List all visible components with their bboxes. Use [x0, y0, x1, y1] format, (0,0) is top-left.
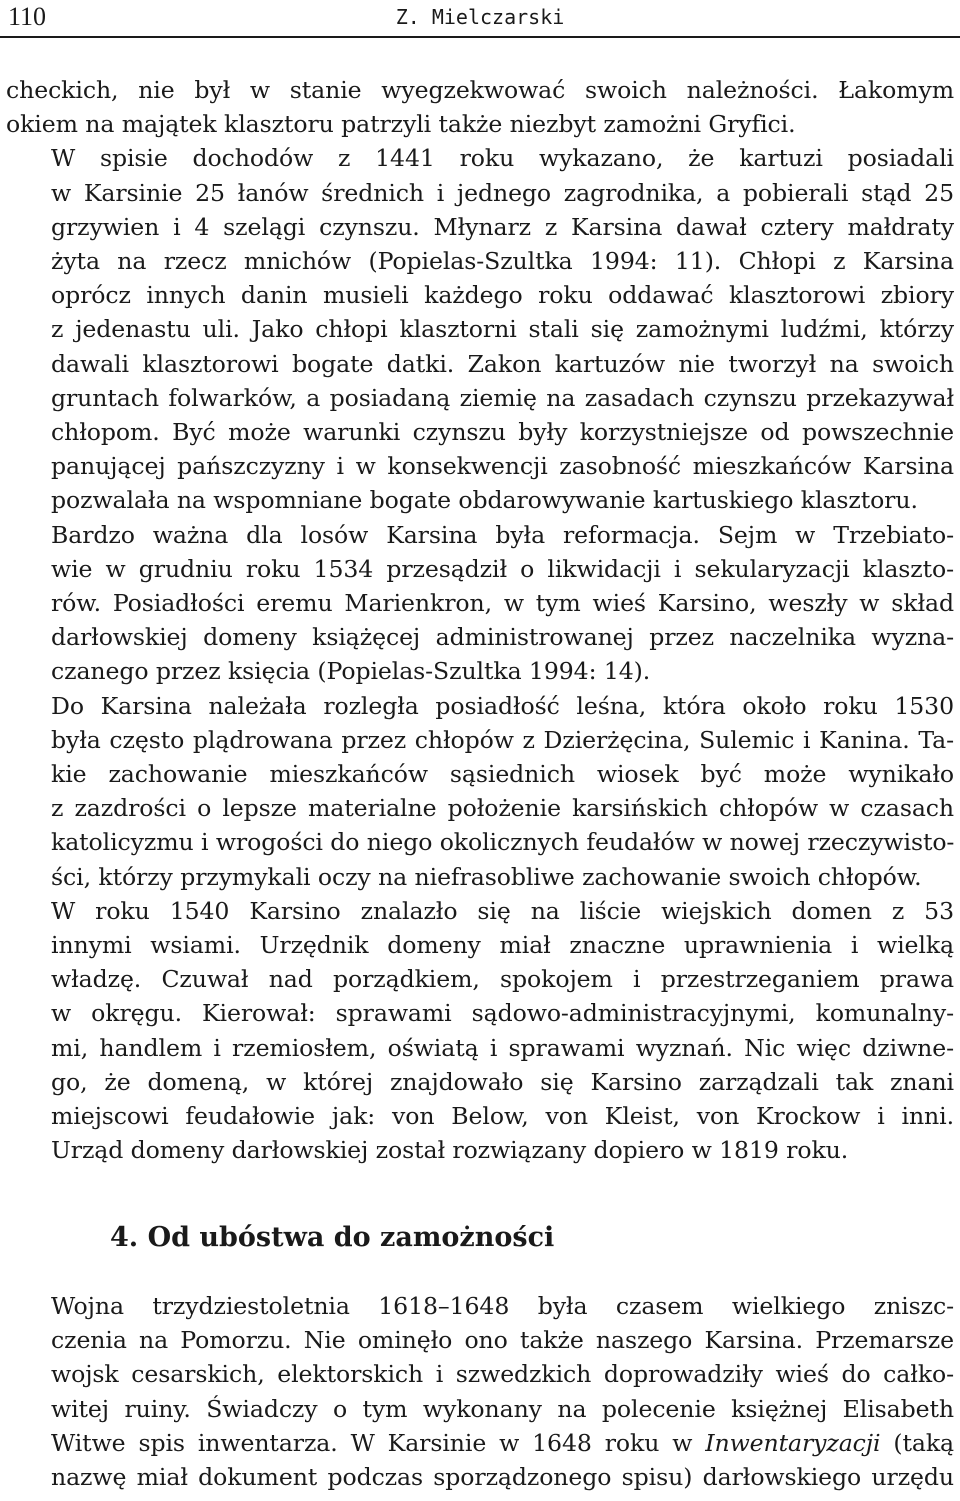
text-line: dawali klasztorowi bogate datki. Zakon kartuzów nie tworzył na swoich — [51, 349, 954, 378]
text-line: Do Karsina należała rozległa posiadłość leśna, która około roku 1530 — [51, 691, 954, 720]
text-line: wie w grudniu roku 1534 przesądził o likwidacji i sekularyzacji klaszto- — [51, 554, 954, 583]
text-line: W roku 1540 Karsino znalazło się na liście wiejskich domen z 53 — [51, 896, 954, 925]
paragraph — [6, 689, 954, 894]
text-line: pozwalała na wspomniane bogate obdarowywanie kartuskiego klasztoru. — [51, 486, 918, 515]
text-line: go, że domeną, w której znajdowało się Karsino zarządzali tak znani — [51, 1067, 954, 1096]
section-heading: 4. Od ubóstwa do zamożności — [110, 1222, 555, 1253]
italic-title: Inwentaryzacji — [705, 1428, 881, 1457]
text-line: darłowskiej domeny książęcej administrowanej przez naczelnika wyzna- — [51, 623, 954, 652]
page-number: 110 — [8, 2, 47, 31]
text-line: wojsk cesarskich, elektorskich i szwedzkich doprowadziły wieś do całko- — [51, 1360, 954, 1389]
body-text-block-1 — [6, 73, 954, 1168]
text-line: checkich, nie był w stanie wyegzekwować swoich należności. Łakomym — [6, 76, 954, 104]
text-line: katolicyzmu i wrogości do niego okolicznych feudałów w nowej rzeczywisto- — [51, 828, 955, 857]
text-line: witej ruiny. Świadczy o tym wykonany na polecenie księżnej Elisabeth — [51, 1394, 954, 1423]
paragraph — [6, 894, 954, 1168]
text-line: okiem na majątek klasztoru patrzyli także niezbyt zamożni Gryfici. — [6, 110, 796, 139]
text-line: była często plądrowana przez chłopów z Dzierżęcina, Sulemic i Kanina. Ta- — [51, 725, 954, 754]
text-line: z zazdrości o lepsze materialne położenie karsińskich chłopów w czasach — [51, 794, 954, 823]
text-line: oprócz innych danin musieli każdego roku oddawać klasztorowi zbiory — [51, 281, 954, 310]
text-line: W spisie dochodów z 1441 roku wykazano, że kartuzi posiadali — [51, 144, 954, 173]
text-line: Wojna trzydziestoletnia 1618–1648 była czasem wielkiego zniszc- — [51, 1292, 954, 1320]
text-line — [6, 1426, 954, 1460]
paragraph — [6, 73, 954, 141]
body-text-block-2 — [6, 1289, 954, 1494]
running-head — [0, 0, 960, 38]
text-line: żyta na rzecz mnichów (Popielas-Szultka 1994: 11). Chłopi z Karsina — [51, 247, 954, 276]
text-line: z jedenastu uli. Jako chłopi klasztorni stali się zamożnymi ludźmi, którzy — [51, 315, 954, 344]
paragraph — [6, 141, 954, 517]
header-rule — [0, 36, 960, 38]
text-line: gruntach folwarków, a posiadaną ziemię na zasadach czynszu przekazywał — [51, 383, 954, 412]
text-line: Urząd domeny darłowskiej został rozwiązany dopiero w 1819 roku. — [51, 1136, 849, 1165]
paragraph — [6, 518, 954, 689]
text-run: (taką — [880, 1428, 954, 1457]
text-line: nazwę miał dokument podczas sporządzonego spisu) darłowskiego urzędu — [51, 1463, 954, 1492]
text-line: miejscowi feudałowie jak: von Below, von Kleist, von Krockow i inni. — [51, 1102, 954, 1131]
text-line: władzę. Czuwał nad porządkiem, spokojem i przestrzeganiem prawa — [51, 965, 954, 994]
text-line: innymi wsiami. Urzędnik domeny miał znaczne uprawnienia i wielką — [51, 931, 954, 960]
text-line: Bardzo ważna dla losów Karsina była reformacja. Sejm w Trzebiato- — [51, 520, 954, 549]
text-line: grzywien i 4 szelągi czynszu. Młynarz z Karsina dawał cztery małdraty — [51, 212, 954, 241]
text-line: czanego przez księcia (Popielas-Szultka 1994: 14). — [51, 657, 651, 686]
text-line: panującej pańszczyzny i w konsekwencji zasobność mieszkańców Karsina — [51, 452, 954, 481]
paragraph — [6, 1289, 954, 1494]
text-line: ści, którzy przymykali oczy na niefrasobliwe zachowanie swoich chłopów. — [51, 862, 922, 891]
text-run: Witwe spis inwentarza. W Karsinie w 1648 roku w — [51, 1428, 706, 1457]
text-line: mi, handlem i rzemiosłem, oświatą i sprawami wyznań. Nic więc dziwne- — [51, 1033, 954, 1062]
text-line: w okręgu. Kierował: sprawami sądowo-administracyjnymi, komunalny- — [51, 999, 954, 1028]
running-title: Z. Mielczarski — [395, 5, 565, 29]
text-line: rów. Posiadłości eremu Marienkron, w tym wieś Karsino, weszły w skład — [51, 589, 954, 618]
text-line: chłopom. Być może warunki czynszu były korzystniejsze od powszechnie — [51, 418, 954, 447]
text-line: czenia na Pomorzu. Nie ominęło ono także naszego Karsina. Przemarsze — [51, 1326, 954, 1355]
text-line: w Karsinie 25 łanów średnich i jednego zagrodnika, a pobierali stąd 25 — [51, 178, 954, 207]
text-line: kie zachowanie mieszkańców sąsiednich wiosek być może wynikało — [51, 760, 954, 789]
